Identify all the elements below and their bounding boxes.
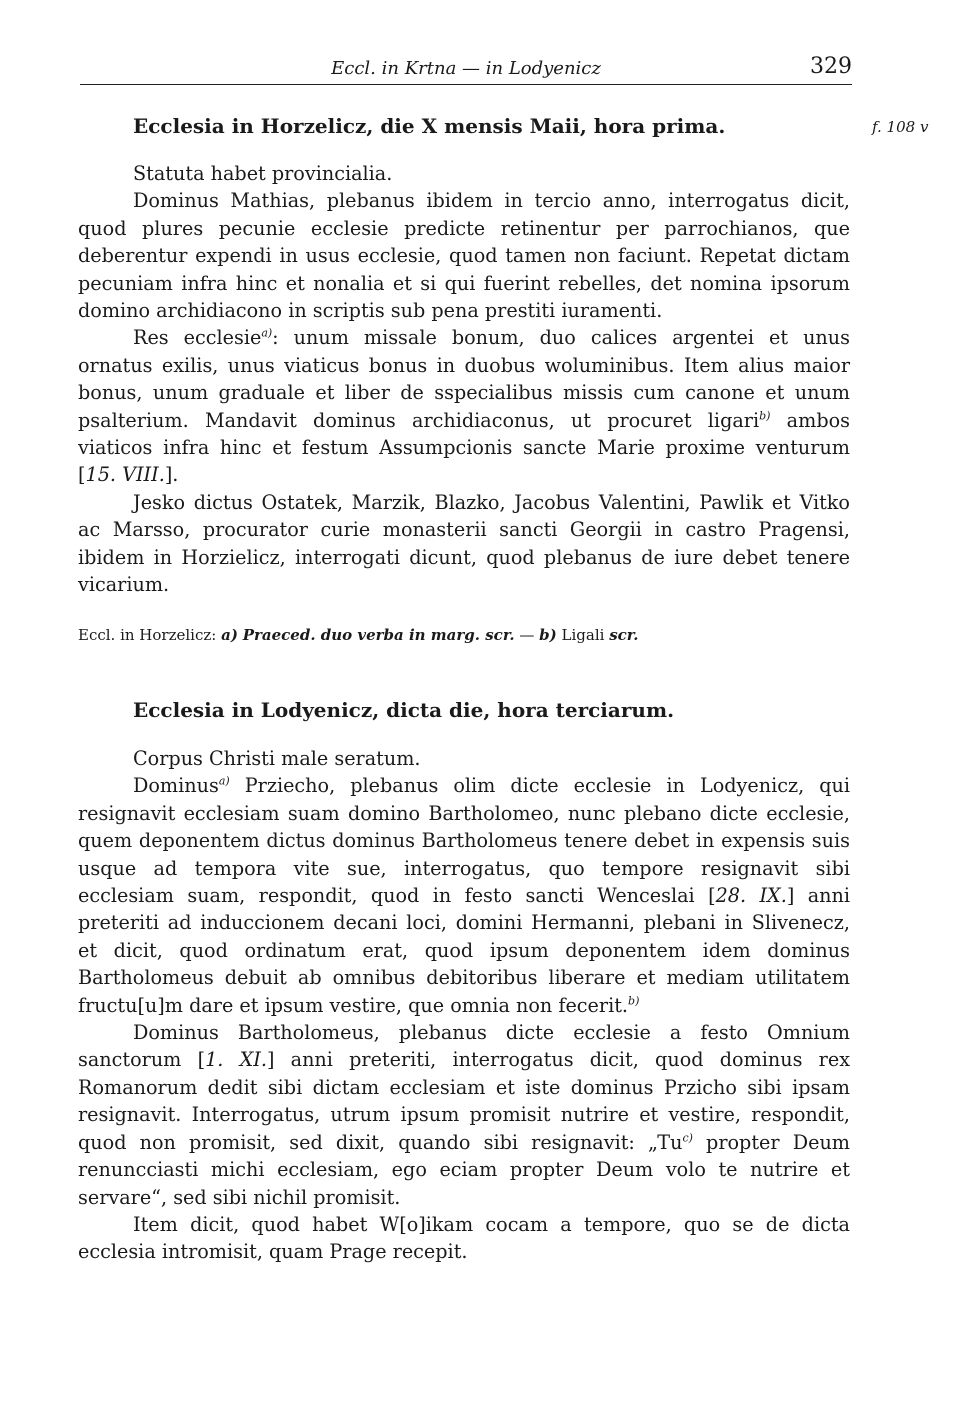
- text-run: ] anni preteriti ad induccionem decani loci, domini Hermanni, plebani in Slivenecz, et dicit, quod ordinatum erat, quod ipsum deponentem idem dominus Bartholomeus debuit ab omnibus debitoribus liberare et mediam utilitatem fructu[u]m dare et ipsum vestire, que omnia non fecerit.: [78, 884, 850, 1017]
- apparatus-note: Praeced. duo verba in marg. scr.: [242, 626, 515, 644]
- section-body-lodyenicz: [78, 745, 850, 1266]
- footnote-mark: a): [218, 775, 230, 789]
- apparatus-note: scr.: [609, 626, 639, 644]
- footnote-mark: a): [221, 626, 238, 644]
- paragraph: Dominus Mathias, plebanus ibidem in tercio anno, interrogatus dicit, quod plures pecunie ecclesie predicte retinentur per parrochianos, que deberentur expendi in usus ecclesie, quod tamen non faciunt. Repetat dictam pecuniam infra hinc et nonalia et si qui fuerint rebelles, det nomina ipsorum domino archidiacono in scriptis sub pena prestiti iuramenti.: [78, 189, 850, 323]
- footnote-mark: a): [261, 327, 273, 341]
- text-run: Dominus Bartholomeus, plebanus dicte ecclesie a festo Omnium sanctorum [: [78, 1021, 850, 1072]
- apparatus-word: Ligali: [561, 626, 605, 644]
- paragraph: [78, 324, 850, 488]
- date-reference: 1. XI.: [205, 1048, 267, 1072]
- section-heading-horzelicz: Ecclesia in Horzelicz, die X mensis Maii, hora prima.: [133, 114, 726, 138]
- footnote-mark: c): [682, 1131, 693, 1145]
- paragraph: Item dicit, quod habet W[o]ikam cocam a tempore, quo se de dicta ecclesia intromisit, quam Prage recepit.: [78, 1212, 850, 1264]
- text-run: Dominus: [133, 774, 219, 798]
- paragraph: [78, 1019, 850, 1211]
- text-run: propter Deum renuncciasti michi ecclesiam, ego eciam propter Deum volo te nutrire et servare“, sed sibi nichil promisit.: [78, 1130, 850, 1209]
- section-heading-lodyenicz: Ecclesia in Lodyenicz, dicta die, hora terciarum.: [133, 698, 675, 722]
- section-body-horzelicz: [78, 160, 850, 599]
- footnote-mark: b): [628, 994, 640, 1008]
- page-number: 329: [810, 54, 852, 79]
- date-reference: 28. IX.: [715, 884, 787, 908]
- text-run: ].: [164, 463, 179, 487]
- paragraph: Jesko dictus Ostatek, Marzik, Blazko, Jacobus Valentini, Pawlik et Vitko ac Marsso, procurator curie monasterii sancti Georgii in castro Pragensi, ibidem in Horzielicz, interrogati dicunt, quod plebanus de iure debet tenere vicarium.: [78, 490, 850, 597]
- footnote-mark: b): [539, 626, 557, 644]
- paragraph: [78, 772, 850, 1019]
- text-run: ] anni preteriti, interrogatus dicit, quod dominus rex Romanorum dedit sibi dictam ecclesiam et iste dominus Przicho sibi ipsam resignavit. Interrogatus, utrum ipsum promisit nutrire et vestire, respondit, quod non promisit, sed dixit, quando sibi resignavit: „Tu: [78, 1048, 851, 1154]
- text-run: : unum missale bonum, duo calices argentei et unus ornatus exilis, unus viaticus bonus in duobus woluminibus. Item alius maior bonus, unum graduale et liber de sspecialibus missis cum canone et unum psalterium. Mandavit dominus archidiaconus, ut procuret ligari: [78, 326, 850, 432]
- date-reference: 15. VIII.: [85, 463, 165, 487]
- dash: —: [519, 626, 535, 644]
- text-run: Res ecclesie: [133, 326, 262, 350]
- apparatus-label: Eccl. in Horzelicz:: [78, 626, 217, 644]
- text-run: ambos viaticos infra hinc et festum Assumpcionis sancte Marie proxime venturum [: [78, 408, 851, 487]
- critical-apparatus: [78, 626, 850, 644]
- paragraph: Statuta habet provincialia.: [133, 162, 393, 185]
- page-header: [80, 56, 852, 85]
- running-head: Eccl. in Krtna — in Lodyenicz: [331, 58, 601, 79]
- text-run: Prziecho, plebanus olim dicte ecclesie in Lodyenicz, qui resignavit ecclesiam suam domino Bartholomeo, nunc plebano dicte ecclesie, quem deponentem dictus dominus Bartholomeus tenere debet in expensis suis usque ad tempora vite sue, interrogatus, quo tempore resignavit sibi ecclesiam suam, respondit, quod in festo sancti Wenceslai [: [78, 774, 850, 908]
- footnote-mark: b): [759, 409, 771, 423]
- paragraph: Corpus Christi male seratum.: [133, 747, 421, 770]
- folio-reference: f. 108 v: [872, 118, 929, 136]
